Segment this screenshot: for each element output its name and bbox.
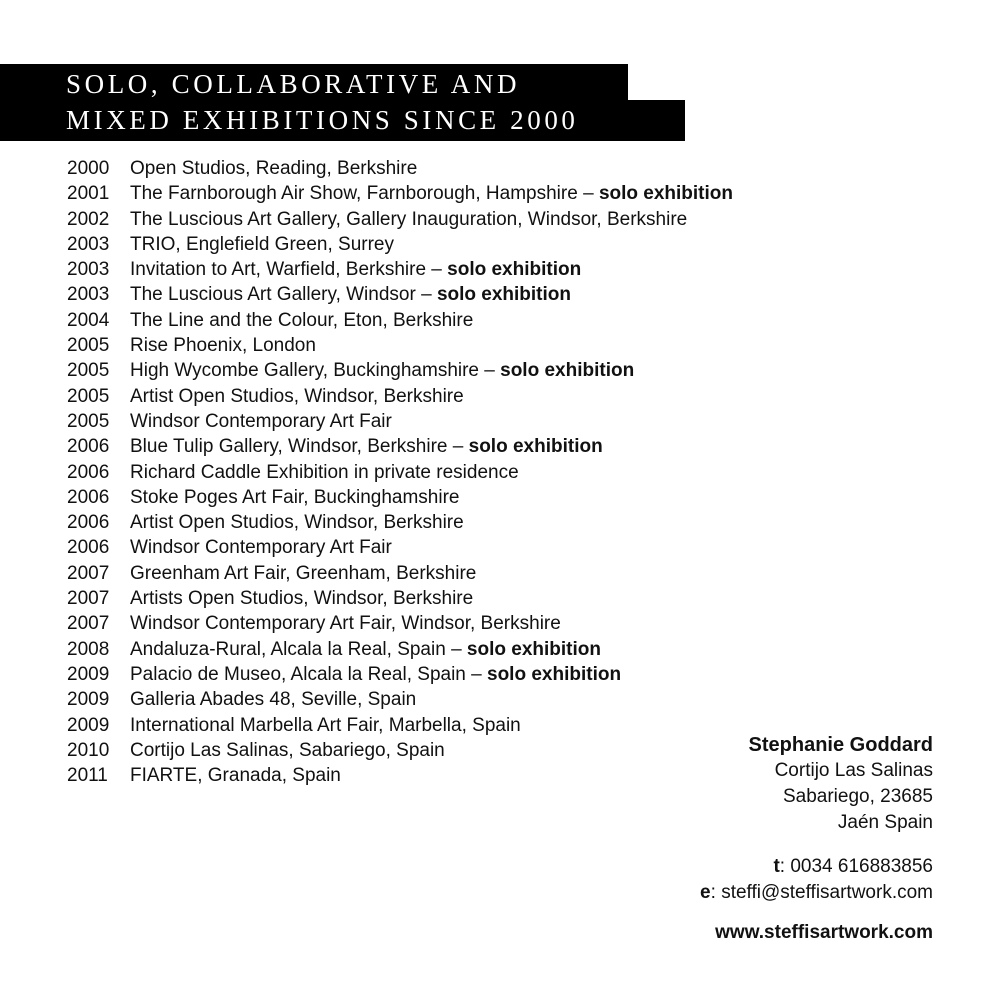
email-colon: : [710,882,722,903]
exhibition-note: solo exhibition [487,663,622,685]
exhibition-year: 2005 [67,385,110,407]
exhibition-note: solo exhibition [598,183,733,205]
exhibition-text: The Luscious Art Gallery, Windsor [130,284,416,306]
list-item [67,485,867,510]
exhibition-text: Palacio de Museo, Alcala la Real, Spain [130,663,466,685]
exhibition-year: 2006 [67,436,110,458]
exhibition-year: 2006 [67,486,110,508]
list-item [67,637,867,662]
list-item [67,358,867,383]
exhibition-separator: – [465,663,487,685]
exhibition-note: solo exhibition [447,259,582,281]
list-item [67,687,867,712]
list-item [67,611,867,636]
exhibition-year: 2011 [67,765,108,787]
exhibition-text: Artists Open Studios, Windsor, Berkshire [130,588,474,610]
address-line-3: Jaén Spain [837,812,933,833]
exhibition-text: The Line and the Colour, Eton, Berkshire [130,309,474,331]
exhibition-text: TRIO, Englefield Green, Surrey [130,233,394,255]
exhibition-separator: – [447,436,469,458]
exhibition-text: Open Studios, Reading, Berkshire [130,158,418,179]
list-item [67,460,867,485]
exhibition-year: 2003 [67,259,110,281]
list-item [67,535,867,560]
exhibition-text: Andaluza-Rural, Alcala la Real, Spain [130,638,446,660]
exhibition-year: 2005 [67,360,110,382]
contact-spacer [700,836,933,854]
phone-number[interactable]: 0034 616883856 [790,856,933,877]
exhibition-text: Galleria Abades 48, Seville, Spain [130,689,417,711]
exhibition-year: 2008 [67,638,110,660]
exhibition-note: solo exhibition [468,436,603,458]
exhibition-year: 2006 [67,461,110,483]
contact-block [700,732,933,946]
exhibition-note: solo exhibition [466,638,601,660]
exhibition-text: Richard Caddle Exhibition in private residence [130,461,519,483]
exhibition-text: Artist Open Studios, Windsor, Berkshire [130,385,464,407]
exhibition-text: Blue Tulip Gallery, Windsor, Berkshire [130,436,448,458]
exhibition-separator: – [415,284,437,306]
list-item [67,384,867,409]
list-item [67,156,867,181]
address-line-1: Cortijo Las Salinas [774,760,933,781]
exhibition-text: Stoke Poges Art Fair, Buckinghamshire [130,486,460,508]
website-link[interactable]: www.steffisartwork.com [715,922,933,943]
exhibition-separator: – [479,360,501,382]
exhibition-year: 2003 [67,284,110,306]
title-line-2: MIXED EXHIBITIONS SINCE 2000 [66,105,579,135]
list-item [67,181,867,206]
contact-spacer [700,906,933,920]
exhibition-text: High Wycombe Gallery, Buckinghamshire [130,360,479,382]
title-band-line-1 [0,64,628,100]
exhibition-text: FIARTE, Granada, Spain [130,765,341,787]
exhibition-year: 2009 [67,714,110,736]
exhibition-list [67,156,867,788]
phone-colon: : [779,856,791,877]
title-band-line-2 [0,100,685,141]
list-item [67,282,867,307]
exhibition-separator: – [445,638,467,660]
exhibition-year: 2003 [67,233,110,255]
exhibition-year: 2006 [67,537,110,559]
exhibition-year: 2005 [67,335,110,357]
exhibition-text: The Farnborough Air Show, Farnborough, Hampshire [130,183,578,205]
exhibition-year: 2000 [67,158,110,179]
exhibition-text: International Marbella Art Fair, Marbella, Spain [130,714,521,736]
list-item [67,561,867,586]
list-item [67,586,867,611]
exhibition-year: 2007 [67,613,110,635]
exhibition-year: 2001 [67,183,110,205]
exhibition-text: Cortijo Las Salinas, Sabariego, Spain [130,739,445,761]
exhibition-text: The Luscious Art Gallery, Gallery Inauguration, Windsor, Berkshire [130,208,688,230]
exhibition-separator: – [577,183,599,205]
exhibition-year: 2007 [67,562,110,584]
email-label: e [700,882,711,903]
exhibition-text: Artist Open Studios, Windsor, Berkshire [130,512,464,534]
exhibition-text: Greenham Art Fair, Greenham, Berkshire [130,562,477,584]
exhibition-year: 2006 [67,512,110,534]
exhibition-text: Windsor Contemporary Art Fair [130,410,392,432]
list-item [67,207,867,232]
list-item [67,409,867,434]
contact-name: Stephanie Goddard [748,734,933,756]
exhibition-separator: – [426,259,448,281]
list-item [67,333,867,358]
exhibition-year: 2002 [67,208,110,230]
phone-line [700,854,933,880]
exhibition-year: 2007 [67,588,110,610]
list-item [67,510,867,535]
exhibition-year: 2005 [67,410,110,432]
title-line-1: SOLO, COLLABORATIVE AND [66,69,521,99]
exhibition-year: 2004 [67,309,110,331]
exhibition-text: Windsor Contemporary Art Fair [130,537,392,559]
exhibition-year: 2009 [67,663,110,685]
exhibition-year: 2010 [67,739,110,761]
list-item [67,308,867,333]
exhibition-year: 2009 [67,689,110,711]
exhibition-note: solo exhibition [436,284,571,306]
list-item [67,257,867,282]
exhibition-text: Invitation to Art, Warfield, Berkshire [130,259,427,281]
email-link[interactable]: steffi@steffisartwork.com [721,882,933,903]
list-item [67,434,867,459]
exhibition-text: Rise Phoenix, London [130,335,316,357]
exhibition-text: Windsor Contemporary Art Fair, Windsor, Berkshire [130,613,561,635]
list-item [67,232,867,257]
email-line [700,880,933,906]
exhibition-note: solo exhibition [500,360,635,382]
address-line-2: Sabariego, 23685 [782,786,933,807]
list-item [67,662,867,687]
phone-label: t [773,856,780,877]
